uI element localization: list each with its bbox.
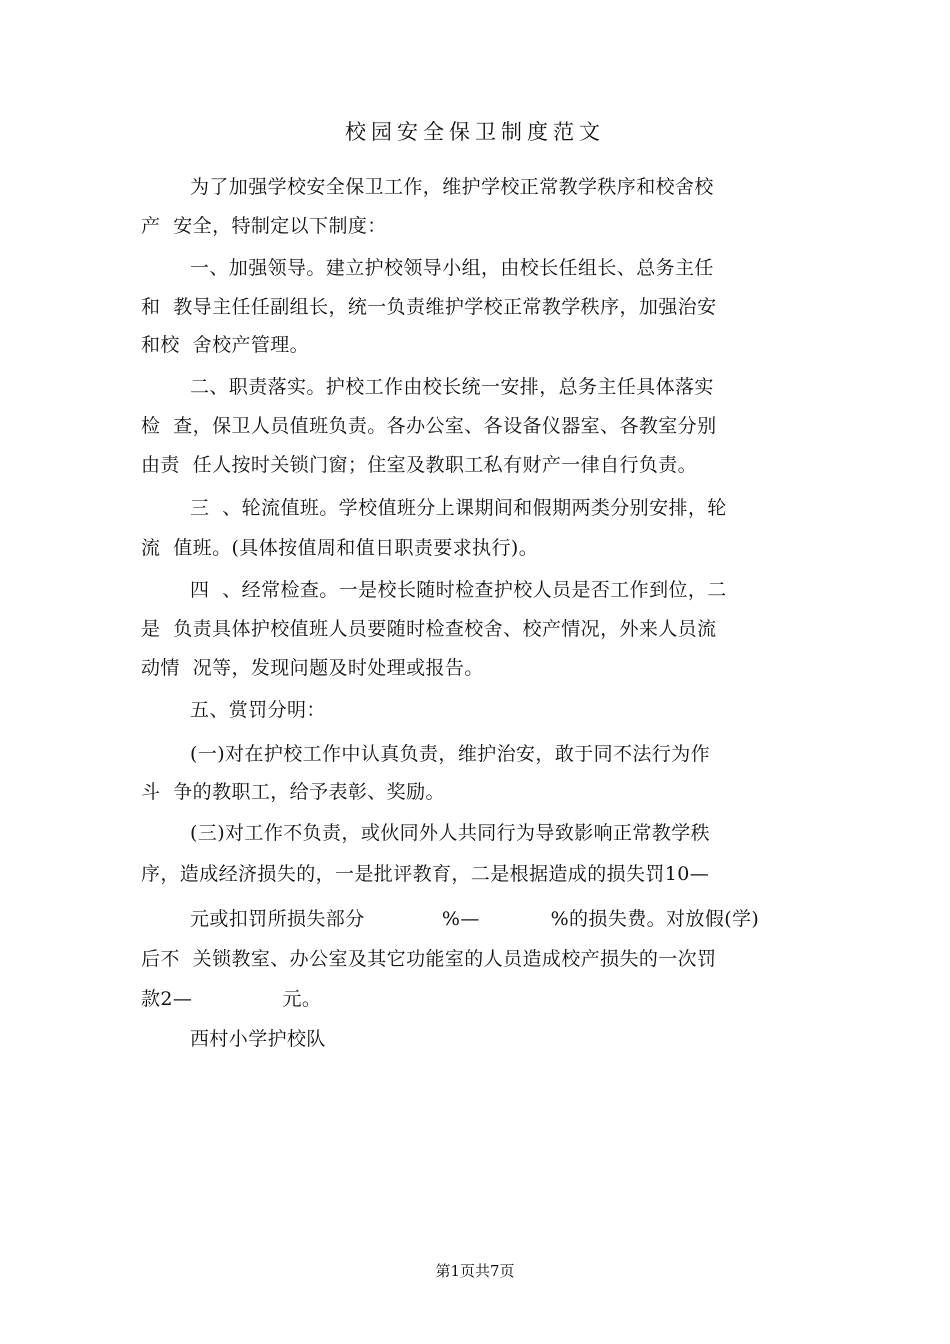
paragraph-line: (三)对工作不负责，或伙同外人共同行为导致影响正常教学秩 <box>190 822 711 844</box>
paragraph-line: 流 值班。(具体按值周和值日职责要求执行)。 <box>141 537 539 559</box>
paragraph-line: 序，造成经济损失的，一是批评教育，二是根据造成的损失罚10— <box>141 863 710 885</box>
paragraph-line: 后不 关锁教室、办公室及其它功能室的人员造成校产损失的一次罚 <box>141 948 717 970</box>
paragraph-line: 二、职责落实。护校工作由校长统一安排，总务主任具体落实 <box>190 376 714 398</box>
paragraph-line: 元或扣罚所损失部分 %— %的损失费。对放假(学) <box>190 908 760 930</box>
paragraph-line: 是 负责具体护校值班人员要随时检查校舍、校产情况，外来人员流 <box>141 618 717 640</box>
paragraph-line: 检 查，保卫人员值班负责。各办公室、各设备仪器室、各教室分别 <box>141 415 717 437</box>
paragraph-line: 三 、轮流值班。学校值班分上课期间和假期两类分别安排，轮 <box>190 497 727 519</box>
paragraph-line: 产 安全，特制定以下制度： <box>141 215 387 237</box>
paragraph-line: 四 、经常检查。一是校长随时检查护校人员是否工作到位，二 <box>190 579 727 601</box>
paragraph-line: 和校 舍校产管理。 <box>141 334 310 356</box>
paragraph-line: (一)对在护校工作中认真负责，维护治安，敢于同不法行为作 <box>190 743 711 765</box>
document-title: 校园安全保卫制度范文 <box>345 120 605 144</box>
paragraph-line: 一、加强领导。建立护校领导小组，由校长任组长、总务主任 <box>190 257 714 279</box>
paragraph-line: 和 教导主任任副组长，统一负责维护学校正常教学秩序，加强治安 <box>141 296 717 318</box>
paragraph-line: 斗 争的教职工，给予表彰、奖励。 <box>141 781 445 803</box>
paragraph-line: 动情 况等，发现问题及时处理或报告。 <box>141 657 484 679</box>
paragraph-line: 款2— 元。 <box>141 988 322 1010</box>
page-number: 第1页共7页 <box>435 1262 515 1280</box>
paragraph-line: 为了加强学校安全保卫工作，维护学校正常教学秩序和校舍校 <box>190 176 714 198</box>
paragraph-line: 五、赏罚分明： <box>190 699 326 721</box>
paragraph-line: 由责 任人按时关锁门窗；住室及教职工私有财产一律自行负责。 <box>141 454 698 476</box>
signature-line: 西村小学护校队 <box>190 1028 326 1050</box>
